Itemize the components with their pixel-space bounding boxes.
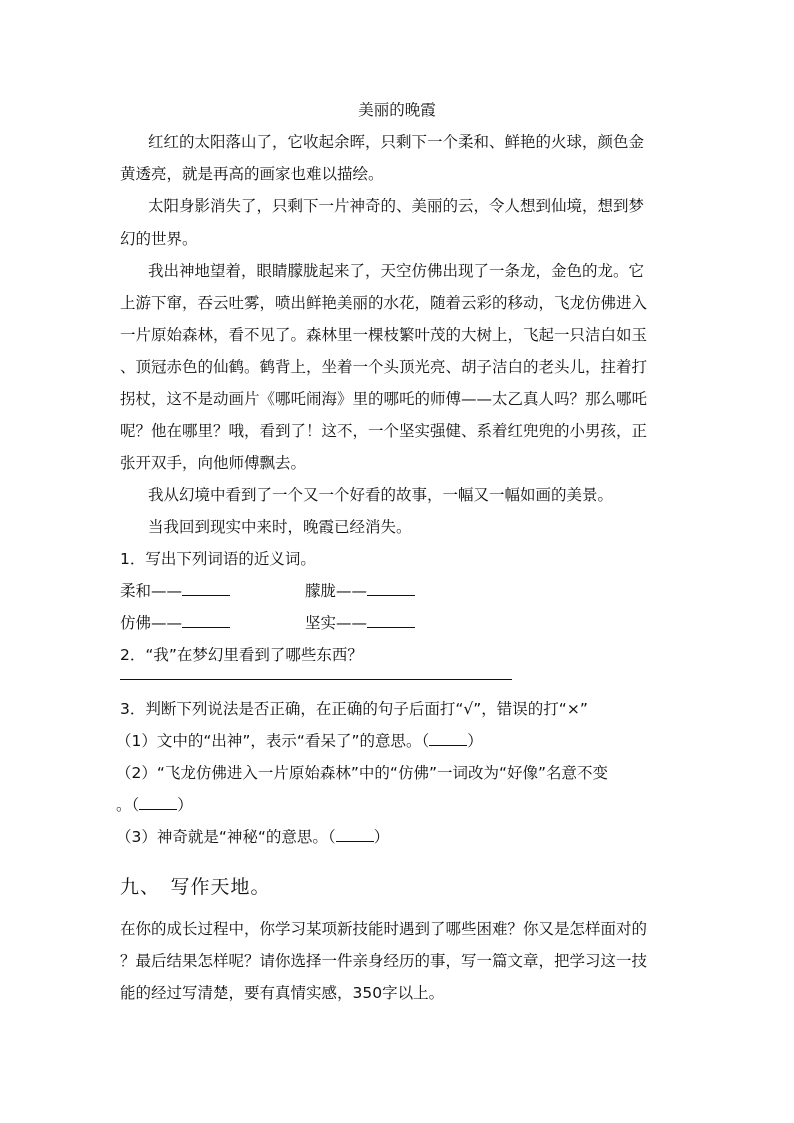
synonym-item-menglong <box>305 581 415 601</box>
passage-line: 、顶冠赤色的仙鹤。鹤背上，坐着一个头顶光亮、胡子洁白的老头儿，拄着打 <box>120 358 648 376</box>
judgement-statement-2: （2）“飞龙仿佛进入一片原始森林”中的“仿佛”一词改为“好像”名意不变 <box>116 764 609 782</box>
passage-title: 美丽的晚霞 <box>358 101 436 119</box>
synonym-item-jianshi <box>305 613 415 633</box>
passage-line: 一片原始森林，看不见了。森林里一棵枝繁叶茂的大树上，飞起一只洁白如玉 <box>120 326 648 344</box>
synonym-answer-blank[interactable] <box>367 581 415 596</box>
synonym-word: 朦胧—— <box>305 582 368 600</box>
section-9-heading: 九、 写作天地。 <box>120 876 271 898</box>
statement-text: 。（ <box>116 796 140 814</box>
statement-text: （3）神奇就是“神秘“的意思。（ <box>116 828 336 846</box>
passage-line: 我从幻境中看到了一个又一个好看的故事，一幅又一幅如画的美景。 <box>148 486 614 504</box>
synonym-word: 坚实—— <box>305 614 368 632</box>
close-paren: ） <box>467 732 483 750</box>
passage-line: 红红的太阳落山了，它收起余晖，只剩下一个柔和、鲜艳的火球，颜色金 <box>148 133 645 151</box>
passage-line: 呢？他在哪里？哦，看到了！这不，一个坚实强健、系着红兜兜的小男孩，正 <box>120 422 648 440</box>
judgement-statement-3 <box>116 827 389 847</box>
passage-line: 太阳身影消失了，只剩下一片神奇的、美丽的云，令人想到仙境，想到梦 <box>148 197 645 215</box>
synonym-word: 仿佛—— <box>120 614 183 632</box>
close-paren: ） <box>177 796 193 814</box>
writing-prompt-line: 在你的成长过程中，你学习某项新技能时遇到了哪些困难？你又是怎样面对的 <box>120 920 648 938</box>
synonym-item-fangfu <box>120 613 230 633</box>
question-2-answer-line[interactable] <box>120 679 512 680</box>
judgement-statement-1 <box>116 731 483 751</box>
passage-line: 当我回到现实中来时，晚霞已经消失。 <box>148 518 412 536</box>
judgement-blank[interactable] <box>429 731 467 746</box>
question-1-prompt: 1．写出下列词语的近义词。 <box>120 550 316 568</box>
question-3-prompt: 3．判断下列说法是否正确，在正确的句子后面打“√”，错误的打“×” <box>120 700 588 718</box>
synonym-word: 柔和—— <box>120 582 183 600</box>
passage-line: 幻的世界。 <box>120 230 198 248</box>
passage-line: 拐杖，这不是动画片《哪吒闹海》里的哪吒的师傅——太乙真人吗？那么哪吒 <box>120 390 648 408</box>
synonym-answer-blank[interactable] <box>182 613 230 628</box>
passage-line: 黄透亮，就是再高的画家也难以描绘。 <box>120 165 384 183</box>
passage-line: 上游下窜，吞云吐雾，喷出鲜艳美丽的水花，随着云彩的移动，飞龙仿佛进入 <box>120 294 648 312</box>
synonym-answer-blank[interactable] <box>367 613 415 628</box>
judgement-blank[interactable] <box>139 795 177 810</box>
writing-prompt-line: ？最后结果怎样呢？请你选择一件亲身经历的事，写一篇文章，把学习这一技 <box>120 952 648 970</box>
passage-line: 张开双手，向他师傅飘去。 <box>120 454 307 472</box>
synonym-answer-blank[interactable] <box>182 581 230 596</box>
synonym-item-rouhe <box>120 581 230 601</box>
question-2-prompt: 2．“我”在梦幻里看到了哪些东西？ <box>120 646 363 664</box>
statement-text: （1）文中的“出神”，表示“看呆了”的意思。（ <box>116 732 430 750</box>
judgement-statement-2-cont <box>116 795 193 815</box>
judgement-blank[interactable] <box>336 827 374 842</box>
writing-prompt-line: 能的经过写清楚，要有真情实感，350字以上。 <box>120 984 445 1002</box>
passage-line: 我出神地望着，眼睛朦胧起来了，天空仿佛出现了一条龙，金色的龙。它 <box>148 262 645 280</box>
close-paren: ） <box>373 828 390 846</box>
